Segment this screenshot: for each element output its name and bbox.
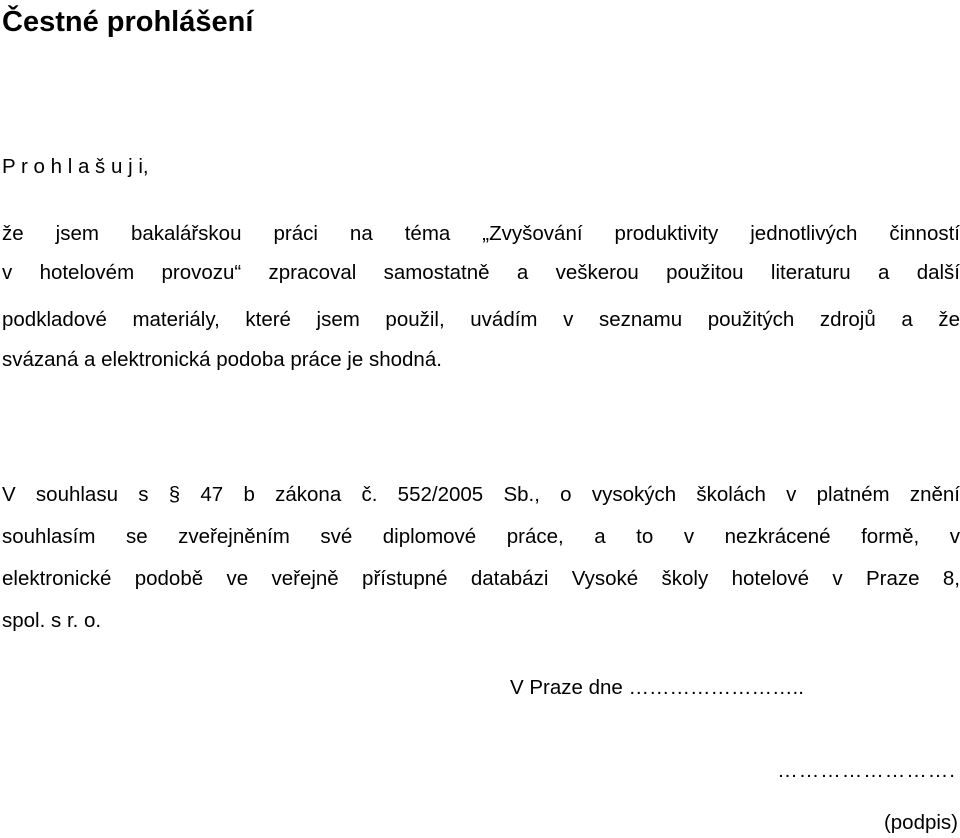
signature-label: (podpis): [883, 811, 958, 834]
paragraph-line: podkladové materiály, které jsem použil, uvádím v seznamu použitých zdrojů a že: [2, 308, 960, 331]
declaration-heading: P r o h l a š u j i,: [2, 155, 149, 178]
paragraph-line: že jsem bakalářskou práci na téma „Zvyšování produktivity jednotlivých činností: [2, 222, 960, 245]
paragraph-line: V souhlasu s § 47 b zákona č. 552/2005 Sb., o vysokých školách v platném znění: [2, 483, 960, 506]
place-date-line: V Praze dne ……………………..: [510, 676, 804, 699]
paragraph-line: spol. s r. o.: [2, 609, 102, 632]
signature-line: …………………….: [777, 759, 956, 782]
paragraph-line: svázaná a elektronická podoba práce je shodná.: [2, 348, 442, 371]
paragraph-line: souhlasím se zveřejněním své diplomové práce, a to v nezkrácené formě, v: [2, 525, 960, 548]
paragraph-line: elektronické podobě ve veřejně přístupné databázi Vysoké školy hotelové v Praze 8,: [2, 567, 960, 590]
paragraph-line: v hotelovém provozu“ zpracoval samostatně a veškerou použitou literaturu a další: [2, 261, 960, 284]
document-title: Čestné prohlášení: [2, 6, 254, 38]
